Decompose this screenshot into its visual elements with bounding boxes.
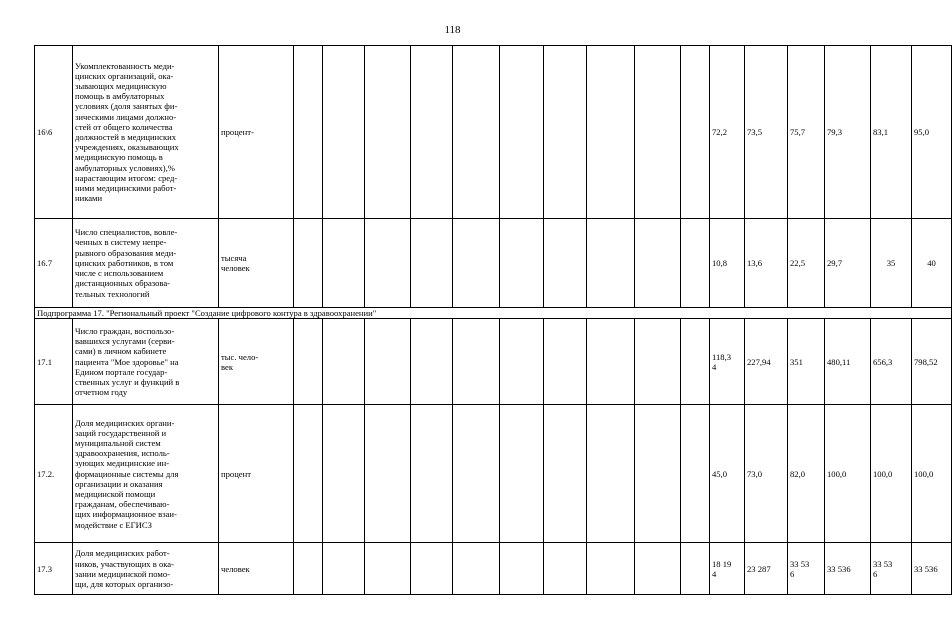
value-cell: 35 <box>871 219 912 308</box>
table-row <box>35 46 952 219</box>
empty-cell <box>365 405 411 543</box>
empty-cell <box>453 405 500 543</box>
empty-cell <box>587 319 635 405</box>
unit-cell: человек <box>219 543 294 595</box>
empty-cell <box>587 405 635 543</box>
empty-cell <box>365 319 411 405</box>
empty-cell <box>544 543 587 595</box>
row-number: 17.3 <box>35 543 73 595</box>
value-cell: 29,7 <box>825 219 871 308</box>
empty-cell <box>681 219 710 308</box>
empty-cell <box>411 219 453 308</box>
empty-cell <box>681 543 710 595</box>
empty-cell <box>500 543 544 595</box>
empty-cell <box>587 219 635 308</box>
value-cell: 22,5 <box>788 219 825 308</box>
value-cell: 480,11 <box>825 319 871 405</box>
value-cell: 33 53 6 <box>871 543 912 595</box>
unit-cell: тысяча человек <box>219 219 294 308</box>
empty-cell <box>544 319 587 405</box>
value-cell: 351 <box>788 319 825 405</box>
value-cell: 798,52 <box>912 319 952 405</box>
empty-cell <box>635 219 681 308</box>
value-cell: 100,0 <box>871 405 912 543</box>
empty-cell <box>365 46 411 219</box>
empty-cell <box>681 319 710 405</box>
value-cell: 75,7 <box>788 46 825 219</box>
indicator-description: Укомплектованность меди- цинских организаций, ока- зывающих медицинскую помощь в амбулаторных условиях (доля занятых фи- зическими лицами должно- стей от общего количества должностей в медицинских учреждениях, оказывающих медицинскую помощь в амбулаторных условиях),% нарастающим итогом: сред- ними медицинскими работ- никами <box>73 46 219 219</box>
empty-cell <box>544 405 587 543</box>
empty-cell <box>323 219 365 308</box>
value-cell: 40 <box>912 219 952 308</box>
subprogram-title: Подпрограмма 17. "Региональный проект "Создание цифрового контура в здравоохранении" <box>35 308 952 319</box>
empty-cell <box>681 405 710 543</box>
empty-cell <box>294 319 323 405</box>
table-row <box>35 543 952 595</box>
row-number: 17.2. <box>35 405 73 543</box>
empty-cell <box>500 319 544 405</box>
unit-cell: тыс. чело- век <box>219 319 294 405</box>
indicator-description: Число специалистов, вовле- ченных в систему непре- рывного образования меди- цинских работников, в том числе с использованием дистанционных образова- тельных технологий <box>73 219 219 308</box>
empty-cell <box>323 319 365 405</box>
value-cell: 33 53 6 <box>788 543 825 595</box>
value-cell: 23 287 <box>745 543 788 595</box>
empty-cell <box>500 219 544 308</box>
unit-cell: процент <box>219 405 294 543</box>
value-cell: 656,3 <box>871 319 912 405</box>
value-cell: 227,94 <box>745 319 788 405</box>
value-cell: 100,0 <box>912 405 952 543</box>
indicator-description: Доля медицинских работ- ников, участвующих в ока- зании медицинской помо- щи, для которых организо- <box>73 543 219 595</box>
empty-cell <box>294 46 323 219</box>
empty-cell <box>587 543 635 595</box>
empty-cell <box>500 405 544 543</box>
value-cell: 95,0 <box>912 46 952 219</box>
empty-cell <box>365 543 411 595</box>
indicators-table <box>34 45 952 595</box>
unit-cell: процент- <box>219 46 294 219</box>
row-number: 16.7 <box>35 219 73 308</box>
table-row <box>35 219 952 308</box>
value-cell: 13,6 <box>745 219 788 308</box>
empty-cell <box>500 46 544 219</box>
value-cell: 10,8 <box>710 219 745 308</box>
value-cell: 72,2 <box>710 46 745 219</box>
empty-cell <box>294 219 323 308</box>
empty-cell <box>453 543 500 595</box>
empty-cell <box>635 543 681 595</box>
value-cell: 33 536 <box>825 543 871 595</box>
empty-cell <box>681 46 710 219</box>
indicator-description: Доля медицинских органи- заций государственной и муниципальной систем здравоохранения, исполь- зующих медицинские ин- формационные системы для организации и оказания медицинской помощи гражданам, обеспечиваю- щих информационное взаи- модействие с ЕГИСЗ <box>73 405 219 543</box>
indicator-description: Число граждан, воспользо- вавшихся услугами (серви- сами) в личном кабинете пациента "Мое здоровье" на Едином портале государ- ственных услуг и функций в отчетном году <box>73 319 219 405</box>
empty-cell <box>453 319 500 405</box>
table-row <box>35 405 952 543</box>
value-cell: 73,0 <box>745 405 788 543</box>
empty-cell <box>411 46 453 219</box>
empty-cell <box>365 219 411 308</box>
value-cell: 82,0 <box>788 405 825 543</box>
empty-cell <box>587 46 635 219</box>
value-cell: 83,1 <box>871 46 912 219</box>
empty-cell <box>294 543 323 595</box>
row-number: 17.1 <box>35 319 73 405</box>
empty-cell <box>544 219 587 308</box>
page-number: 118 <box>444 24 461 36</box>
value-cell: 73,5 <box>745 46 788 219</box>
value-cell: 79,3 <box>825 46 871 219</box>
empty-cell <box>323 46 365 219</box>
value-cell: 118,3 4 <box>710 319 745 405</box>
value-cell: 33 536 <box>912 543 952 595</box>
empty-cell <box>294 405 323 543</box>
empty-cell <box>635 405 681 543</box>
table-row <box>35 319 952 405</box>
empty-cell <box>323 405 365 543</box>
empty-cell <box>411 319 453 405</box>
empty-cell <box>323 543 365 595</box>
empty-cell <box>411 543 453 595</box>
empty-cell <box>453 46 500 219</box>
empty-cell <box>635 319 681 405</box>
empty-cell <box>544 46 587 219</box>
empty-cell <box>635 46 681 219</box>
value-cell: 100,0 <box>825 405 871 543</box>
empty-cell <box>411 405 453 543</box>
value-cell: 45,0 <box>710 405 745 543</box>
subprogram-row <box>35 308 952 319</box>
value-cell: 18 19 4 <box>710 543 745 595</box>
row-number: 16\6 <box>35 46 73 219</box>
empty-cell <box>453 219 500 308</box>
